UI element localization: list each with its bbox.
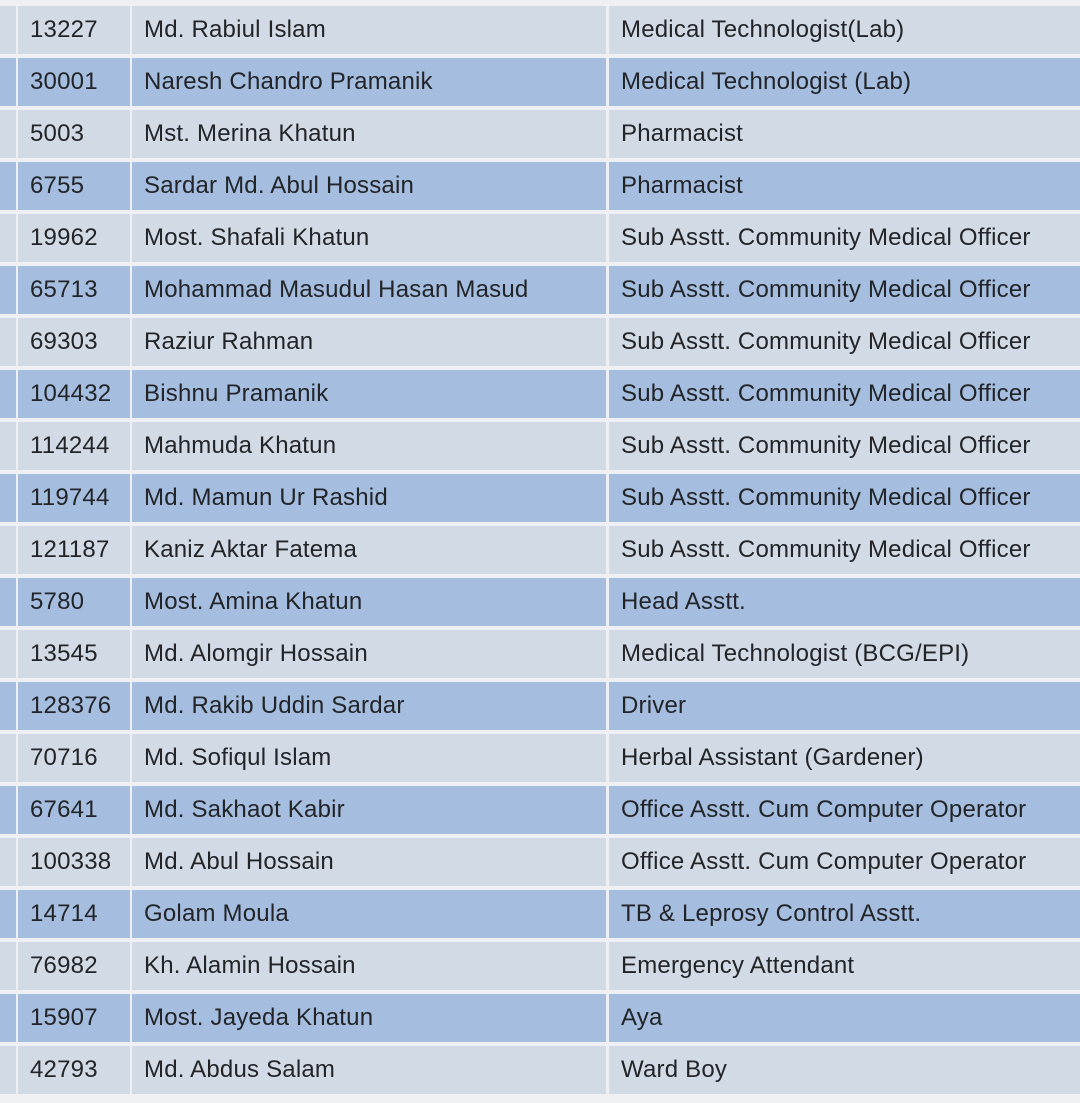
designation-cell: Medical Technologist (Lab) xyxy=(609,58,1080,106)
name-cell: Md. Alomgir Hossain xyxy=(132,630,606,678)
name-cell: Md. Sakhaot Kabir xyxy=(132,786,606,834)
designation-cell: Sub Asstt. Community Medical Officer xyxy=(609,214,1080,262)
id-cell: 14714 xyxy=(18,890,130,938)
id-cell: 70716 xyxy=(18,734,130,782)
name-cell: Raziur Rahman xyxy=(132,318,606,366)
designation-cell: Ward Boy xyxy=(609,1046,1080,1094)
designation-cell: Aya xyxy=(609,994,1080,1042)
name-cell: Naresh Chandro Pramanik xyxy=(132,58,606,106)
row-edge-cell xyxy=(0,734,16,782)
table-row xyxy=(0,890,1080,938)
designation-cell: Sub Asstt. Community Medical Officer xyxy=(609,474,1080,522)
id-cell: 119744 xyxy=(18,474,130,522)
table-row xyxy=(0,578,1080,626)
id-cell: 5003 xyxy=(18,110,130,158)
id-cell: 104432 xyxy=(18,370,130,418)
name-cell: Golam Moula xyxy=(132,890,606,938)
designation-cell: Driver xyxy=(609,682,1080,730)
id-cell: 128376 xyxy=(18,682,130,730)
row-edge-cell xyxy=(0,214,16,262)
table-row xyxy=(0,942,1080,990)
id-cell: 65713 xyxy=(18,266,130,314)
table-row xyxy=(0,370,1080,418)
table-row xyxy=(0,214,1080,262)
row-edge-cell xyxy=(0,578,16,626)
name-cell: Bishnu Pramanik xyxy=(132,370,606,418)
table-row xyxy=(0,6,1080,54)
designation-cell: Pharmacist xyxy=(609,110,1080,158)
row-edge-cell xyxy=(0,422,16,470)
row-edge-cell xyxy=(0,474,16,522)
name-cell: Md. Sofiqul Islam xyxy=(132,734,606,782)
name-cell: Md. Rakib Uddin Sardar xyxy=(132,682,606,730)
table-row xyxy=(0,838,1080,886)
table-row xyxy=(0,682,1080,730)
designation-cell: Sub Asstt. Community Medical Officer xyxy=(609,370,1080,418)
id-cell: 76982 xyxy=(18,942,130,990)
designation-cell: Sub Asstt. Community Medical Officer xyxy=(609,422,1080,470)
table-row xyxy=(0,994,1080,1042)
table-row xyxy=(0,162,1080,210)
id-cell: 121187 xyxy=(18,526,130,574)
row-edge-cell xyxy=(0,6,16,54)
row-edge-cell xyxy=(0,162,16,210)
table-row xyxy=(0,1046,1080,1094)
row-edge-cell xyxy=(0,526,16,574)
row-edge-cell xyxy=(0,318,16,366)
designation-cell: Emergency Attendant xyxy=(609,942,1080,990)
id-cell: 114244 xyxy=(18,422,130,470)
row-edge-cell xyxy=(0,266,16,314)
id-cell: 13545 xyxy=(18,630,130,678)
id-cell: 30001 xyxy=(18,58,130,106)
designation-cell: Sub Asstt. Community Medical Officer xyxy=(609,266,1080,314)
designation-cell: TB & Leprosy Control Asstt. xyxy=(609,890,1080,938)
designation-cell: Sub Asstt. Community Medical Officer xyxy=(609,318,1080,366)
table-row xyxy=(0,110,1080,158)
name-cell: Md. Mamun Ur Rashid xyxy=(132,474,606,522)
designation-cell: Office Asstt. Cum Computer Operator xyxy=(609,786,1080,834)
designation-cell: Sub Asstt. Community Medical Officer xyxy=(609,526,1080,574)
designation-cell: Office Asstt. Cum Computer Operator xyxy=(609,838,1080,886)
designation-cell: Head Asstt. xyxy=(609,578,1080,626)
designation-cell: Herbal Assistant (Gardener) xyxy=(609,734,1080,782)
name-cell: Most. Shafali Khatun xyxy=(132,214,606,262)
row-edge-cell xyxy=(0,58,16,106)
id-cell: 6755 xyxy=(18,162,130,210)
row-edge-cell xyxy=(0,890,16,938)
table-row xyxy=(0,630,1080,678)
row-edge-cell xyxy=(0,838,16,886)
name-cell: Mahmuda Khatun xyxy=(132,422,606,470)
name-cell: Kh. Alamin Hossain xyxy=(132,942,606,990)
row-edge-cell xyxy=(0,370,16,418)
name-cell: Most. Jayeda Khatun xyxy=(132,994,606,1042)
row-edge-cell xyxy=(0,110,16,158)
name-cell: Md. Rabiul Islam xyxy=(132,6,606,54)
designation-cell: Medical Technologist(Lab) xyxy=(609,6,1080,54)
id-cell: 69303 xyxy=(18,318,130,366)
id-cell: 5780 xyxy=(18,578,130,626)
id-cell: 19962 xyxy=(18,214,130,262)
designation-cell: Medical Technologist (BCG/EPI) xyxy=(609,630,1080,678)
table-row xyxy=(0,474,1080,522)
name-cell: Mohammad Masudul Hasan Masud xyxy=(132,266,606,314)
table-row xyxy=(0,266,1080,314)
row-edge-cell xyxy=(0,1046,16,1094)
id-cell: 13227 xyxy=(18,6,130,54)
name-cell: Md. Abdus Salam xyxy=(132,1046,606,1094)
table-row xyxy=(0,422,1080,470)
table-row xyxy=(0,58,1080,106)
name-cell: Mst. Merina Khatun xyxy=(132,110,606,158)
row-edge-cell xyxy=(0,682,16,730)
row-edge-cell xyxy=(0,630,16,678)
name-cell: Md. Abul Hossain xyxy=(132,838,606,886)
id-cell: 42793 xyxy=(18,1046,130,1094)
name-cell: Kaniz Aktar Fatema xyxy=(132,526,606,574)
designation-cell: Pharmacist xyxy=(609,162,1080,210)
table-row xyxy=(0,786,1080,834)
table-row xyxy=(0,526,1080,574)
name-cell: Sardar Md. Abul Hossain xyxy=(132,162,606,210)
row-edge-cell xyxy=(0,994,16,1042)
table-row xyxy=(0,318,1080,366)
id-cell: 15907 xyxy=(18,994,130,1042)
name-cell: Most. Amina Khatun xyxy=(132,578,606,626)
id-cell: 67641 xyxy=(18,786,130,834)
table-row xyxy=(0,734,1080,782)
row-edge-cell xyxy=(0,942,16,990)
id-cell: 100338 xyxy=(18,838,130,886)
row-edge-cell xyxy=(0,786,16,834)
